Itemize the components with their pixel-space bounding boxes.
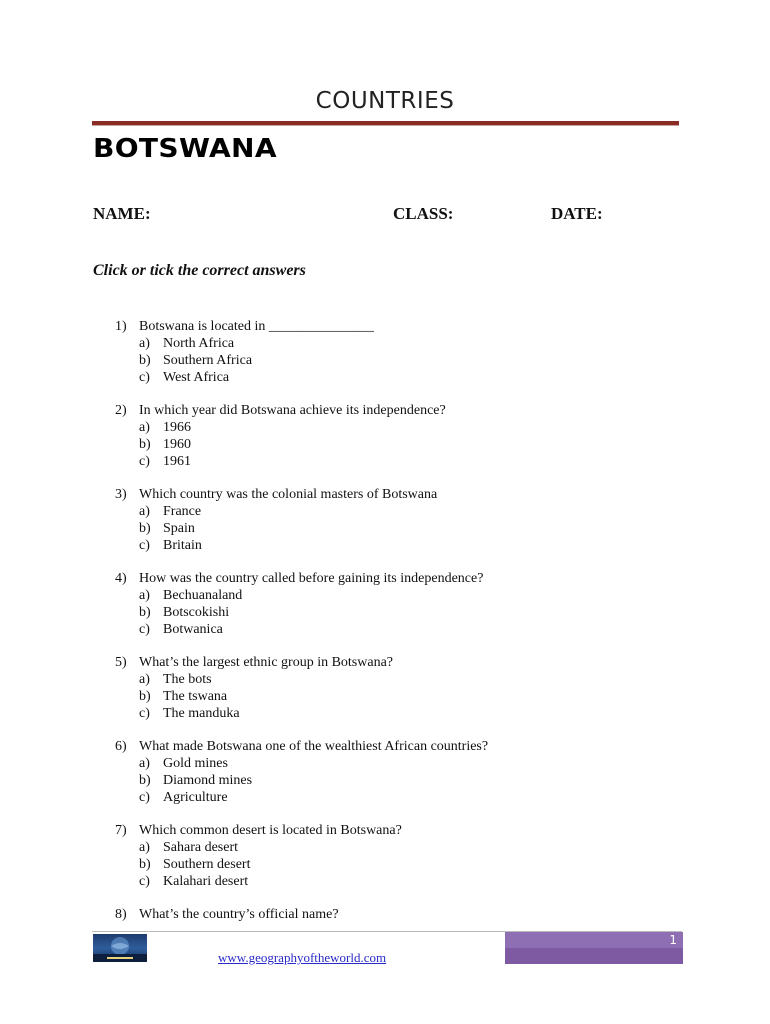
question-line xyxy=(115,822,675,839)
answer-option[interactable] xyxy=(139,352,675,369)
option-letter: a) xyxy=(139,756,150,771)
question-item xyxy=(115,654,675,722)
option-text: Britain xyxy=(163,538,202,553)
option-text: Southern Africa xyxy=(163,353,253,368)
answer-option[interactable] xyxy=(139,789,675,806)
question-line xyxy=(115,402,675,419)
option-text: The tswana xyxy=(163,689,228,704)
answer-option[interactable] xyxy=(139,520,675,537)
option-text: Gold mines xyxy=(163,756,228,771)
answer-options xyxy=(139,755,675,806)
option-letter: b) xyxy=(139,689,151,704)
answer-options xyxy=(139,839,675,890)
question-text: In which year did Botswana achieve its independence? xyxy=(139,403,446,418)
option-letter: b) xyxy=(139,773,151,788)
option-text: 1961 xyxy=(163,454,191,469)
question-number: 1) xyxy=(115,319,127,334)
question-text: What’s the largest ethnic group in Botswana? xyxy=(139,655,394,670)
option-letter: c) xyxy=(139,706,150,721)
option-text: West Africa xyxy=(163,370,230,385)
country-title: BOTSWANA xyxy=(93,134,277,164)
option-letter: b) xyxy=(139,353,151,368)
answer-options xyxy=(139,335,675,386)
question-line xyxy=(115,570,675,587)
question-number: 3) xyxy=(115,487,127,502)
instructions-text: Click or tick the correct answers xyxy=(93,262,306,279)
answer-option[interactable] xyxy=(139,688,675,705)
answer-options xyxy=(139,503,675,554)
option-letter: a) xyxy=(139,588,150,603)
question-text: Botswana is located in _______________ xyxy=(139,319,374,334)
option-text: Kalahari desert xyxy=(163,874,249,889)
answer-option[interactable] xyxy=(139,705,675,722)
option-text: Southern desert xyxy=(163,857,251,872)
answer-option[interactable] xyxy=(139,436,675,453)
option-letter: c) xyxy=(139,622,150,637)
question-list xyxy=(115,318,675,939)
question-item xyxy=(115,822,675,890)
option-text: Botscokishi xyxy=(163,605,230,620)
question-text: How was the country called before gaining its independence? xyxy=(139,571,484,586)
answer-option[interactable] xyxy=(139,604,675,621)
answer-option[interactable] xyxy=(139,419,675,436)
question-line xyxy=(115,906,675,923)
globe-logo-icon xyxy=(93,934,147,962)
question-line xyxy=(115,318,675,335)
question-number: 6) xyxy=(115,739,127,754)
answer-option[interactable] xyxy=(139,873,675,890)
option-text: Botwanica xyxy=(163,622,223,637)
name-field-label: NAME: xyxy=(93,204,151,223)
question-number: 5) xyxy=(115,655,127,670)
question-item xyxy=(115,318,675,386)
class-field-label: CLASS: xyxy=(393,204,454,223)
question-number: 8) xyxy=(115,907,127,922)
page-number: 1 xyxy=(669,933,677,947)
option-text: The bots xyxy=(163,672,212,687)
option-text: 1960 xyxy=(163,437,191,452)
option-letter: c) xyxy=(139,538,150,553)
answer-options xyxy=(139,587,675,638)
page-header-title: COUNTRIES xyxy=(315,88,455,114)
question-item xyxy=(115,570,675,638)
option-text: 1966 xyxy=(163,420,191,435)
option-letter: a) xyxy=(139,420,150,435)
option-text: France xyxy=(163,504,202,519)
answer-option[interactable] xyxy=(139,839,675,856)
question-text: What’s the country’s official name? xyxy=(139,907,339,922)
option-letter: a) xyxy=(139,840,150,855)
option-letter: c) xyxy=(139,874,150,889)
option-text: Sahara desert xyxy=(163,840,239,855)
answer-options xyxy=(139,419,675,470)
header-rule xyxy=(92,121,679,126)
answer-option[interactable] xyxy=(139,503,675,520)
option-letter: b) xyxy=(139,605,151,620)
question-line xyxy=(115,738,675,755)
question-text: Which country was the colonial masters of Botswana xyxy=(139,487,438,502)
option-text: Spain xyxy=(163,521,195,536)
option-letter: c) xyxy=(139,454,150,469)
option-text: Agriculture xyxy=(163,790,228,805)
question-number: 2) xyxy=(115,403,127,418)
option-letter: a) xyxy=(139,672,150,687)
option-letter: c) xyxy=(139,370,150,385)
option-letter: a) xyxy=(139,504,150,519)
answer-option[interactable] xyxy=(139,453,675,470)
answer-option[interactable] xyxy=(139,369,675,386)
answer-option[interactable] xyxy=(139,755,675,772)
answer-option[interactable] xyxy=(139,335,675,352)
answer-option[interactable] xyxy=(139,856,675,873)
option-letter: b) xyxy=(139,521,151,536)
answer-option[interactable] xyxy=(139,587,675,604)
answer-options xyxy=(139,671,675,722)
answer-option[interactable] xyxy=(139,537,675,554)
option-text: The manduka xyxy=(163,706,240,721)
option-letter: a) xyxy=(139,336,150,351)
option-letter: c) xyxy=(139,790,150,805)
website-link[interactable]: www.geographyoftheworld.com xyxy=(218,950,387,965)
option-text: Bechuanaland xyxy=(163,588,243,603)
option-letter: b) xyxy=(139,437,151,452)
answer-option[interactable] xyxy=(139,671,675,688)
page-number-box xyxy=(505,932,683,964)
option-text: Diamond mines xyxy=(163,773,253,788)
question-text: Which common desert is located in Botswana? xyxy=(139,823,402,838)
question-item xyxy=(115,402,675,470)
question-line xyxy=(115,654,675,671)
question-item xyxy=(115,486,675,554)
option-letter: b) xyxy=(139,857,151,872)
date-field-label: DATE: xyxy=(551,204,603,223)
question-text: What made Botswana one of the wealthiest African countries? xyxy=(139,739,489,754)
question-number: 7) xyxy=(115,823,127,838)
answer-option[interactable] xyxy=(139,621,675,638)
question-item xyxy=(115,906,675,923)
question-line xyxy=(115,486,675,503)
answer-option[interactable] xyxy=(139,772,675,789)
question-item xyxy=(115,738,675,806)
option-text: North Africa xyxy=(163,336,235,351)
question-number: 4) xyxy=(115,571,127,586)
